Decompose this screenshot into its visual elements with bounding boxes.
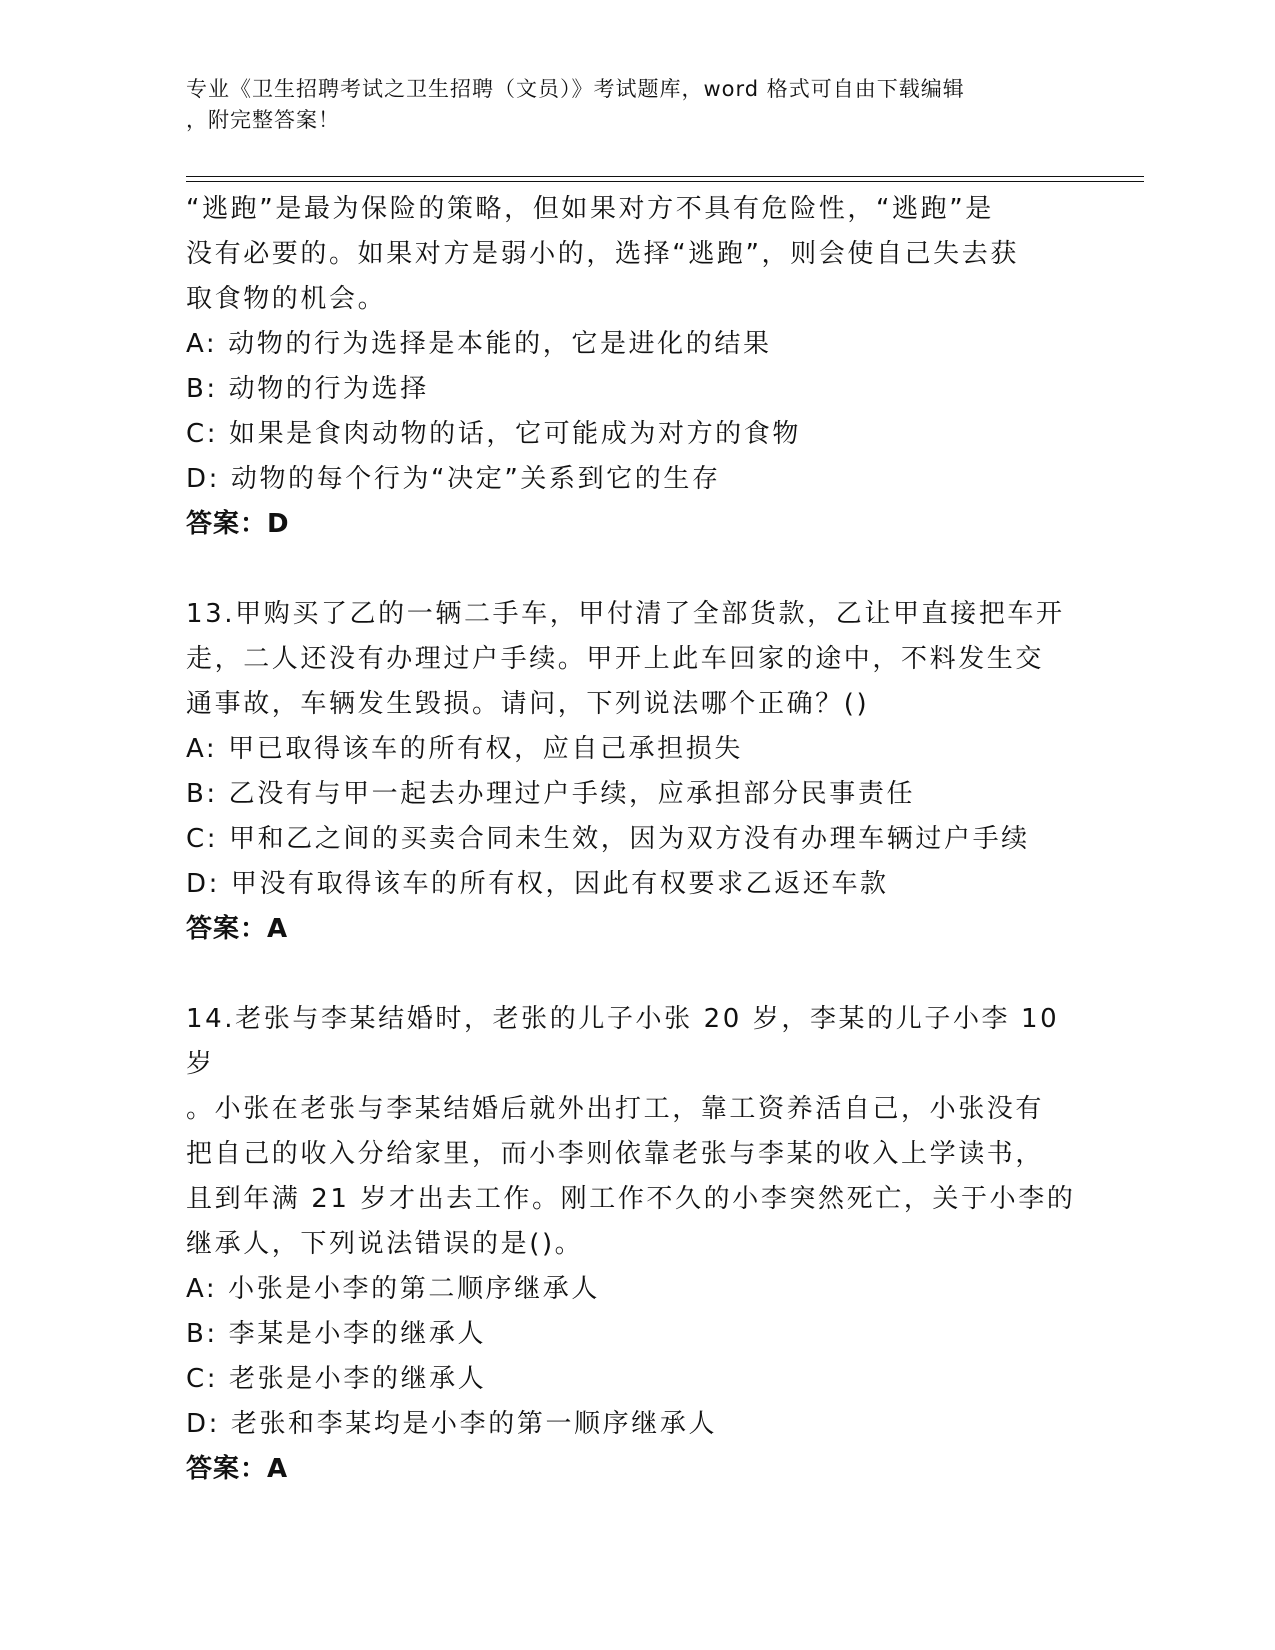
option-c: C: 甲和乙之间的买卖合同未生效，因为双方没有办理车辆过户手续 [186, 824, 1030, 854]
question-stem-line: 通事故，车辆发生毁损。请问，下列说法哪个正确？() [186, 689, 870, 719]
question-stem-line: 没有必要的。如果对方是弱小的，选择“逃跑”，则会使自己失去获 [186, 239, 1019, 269]
question-stem-line: “逃跑”是最为保险的策略，但如果对方不具有危险性，“逃跑”是 [186, 194, 994, 224]
question-stem-line: 。小张在老张与李某结婚后就外出打工，靠工资养活自己，小张没有 [186, 1094, 1045, 1124]
answer-label: 答案：A [186, 1454, 289, 1484]
question-stem-line: 13.甲购买了乙的一辆二手车，甲付清了全部货款，乙让甲直接把车开 [186, 599, 1065, 629]
spacer [186, 547, 1086, 592]
question-stem-line: 继承人，下列说法错误的是()。 [186, 1229, 584, 1259]
answer-label: 答案：A [186, 914, 289, 944]
option-c: C: 如果是食肉动物的话，它可能成为对方的食物 [186, 419, 801, 449]
spacer [186, 952, 1086, 997]
header-line-1: 专业《卫生招聘考试之卫生招聘（文员）》考试题库，word 格式可自由下载编辑 [186, 77, 965, 101]
document-body [186, 187, 1086, 1492]
question-stem-line: 14.老张与李某结婚时，老张的儿子小张 20 岁，李某的儿子小李 10 岁 [186, 1004, 1060, 1079]
question-stem-line: 取食物的机会。 [186, 284, 387, 314]
option-d: D: 甲没有取得该车的所有权，因此有权要求乙返还车款 [186, 869, 889, 899]
option-a: A: 甲已取得该车的所有权，应自己承担损失 [186, 734, 743, 764]
header-rule-bottom [186, 181, 1144, 182]
question-stem-line: 把自己的收入分给家里，而小李则依靠老张与李某的收入上学读书， [186, 1139, 1045, 1169]
header-line-2: ，附完整答案！ [186, 108, 340, 132]
option-d: D: 动物的每个行为“决定”关系到它的生存 [186, 464, 721, 494]
question-stem-line: 且到年满 21 岁才出去工作。刚工作不久的小李突然死亡，关于小李的 [186, 1184, 1076, 1214]
answer-label: 答案：D [186, 509, 290, 539]
option-a: A: 动物的行为选择是本能的，它是进化的结果 [186, 329, 772, 359]
question-13 [186, 592, 1086, 952]
question-stem-line: 走，二人还没有办理过户手续。甲开上此车回家的途中，不料发生交 [186, 644, 1045, 674]
document-header [186, 74, 1066, 136]
question-12 [186, 187, 1086, 547]
option-b: B: 动物的行为选择 [186, 374, 429, 404]
option-c: C: 老张是小李的继承人 [186, 1364, 487, 1394]
option-a: A: 小张是小李的第二顺序继承人 [186, 1274, 600, 1304]
option-b: B: 李某是小李的继承人 [186, 1319, 487, 1349]
option-b: B: 乙没有与甲一起去办理过户手续，应承担部分民事责任 [186, 779, 916, 809]
option-d: D: 老张和李某均是小李的第一顺序继承人 [186, 1409, 718, 1439]
header-rule-top [186, 176, 1144, 177]
question-14 [186, 997, 1086, 1492]
